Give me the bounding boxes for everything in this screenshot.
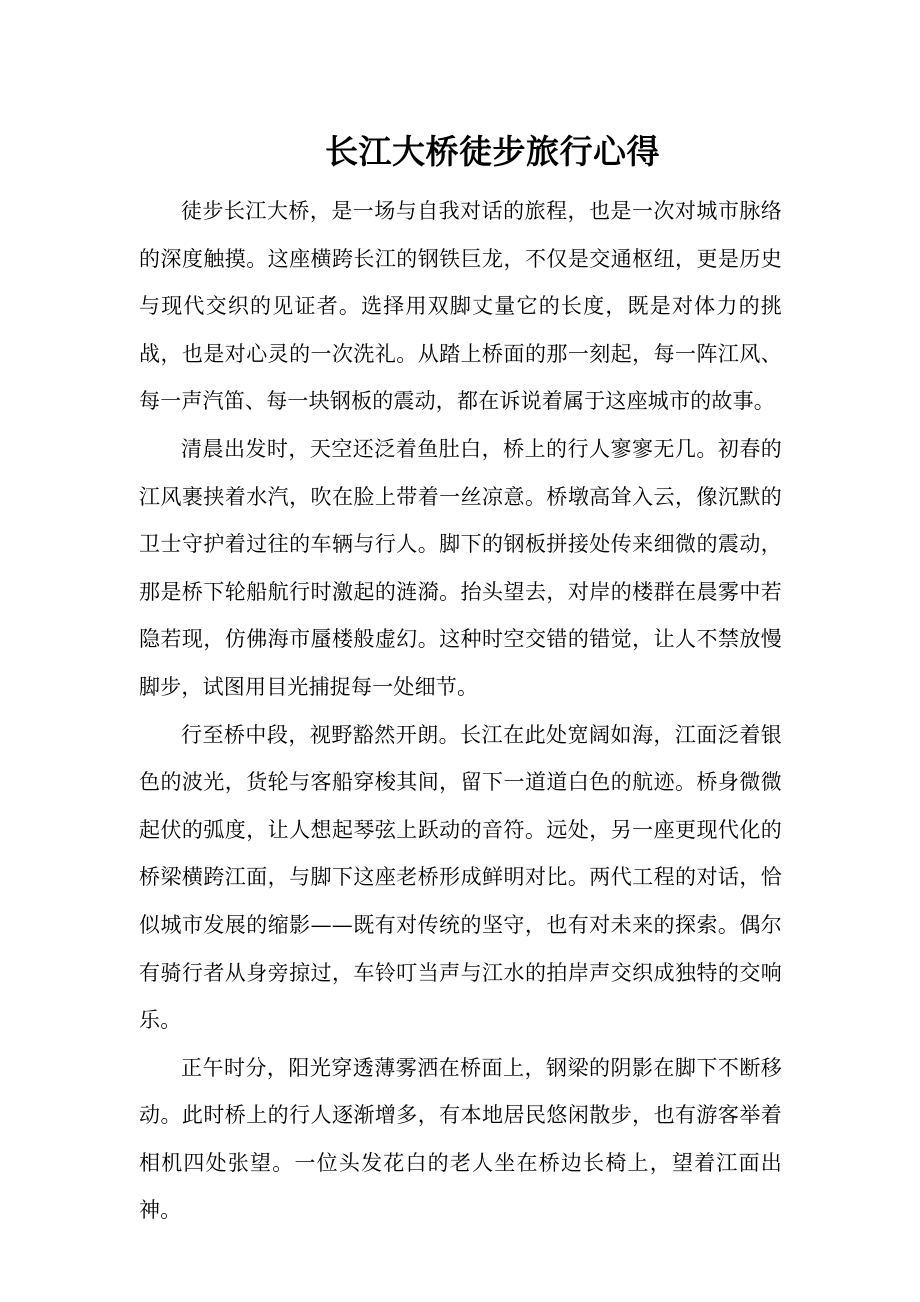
paragraph-4: 正午时分，阳光穿透薄雾洒在桥面上，钢梁的阴影在脚下不断移动。此时桥上的行人逐渐增多，有本地居民悠闲散步，也有游客举着相机四处张望。一位头发花白的老人坐在桥边长椅上，望着江面出神。 — [139, 1055, 782, 1223]
document-title: 长江大桥徒步旅行心得 — [325, 132, 660, 171]
document-body — [139, 188, 782, 1235]
paragraph-3: 行至桥中段，视野豁然开朗。长江在此处宽阔如海，江面泛着银色的波光，货轮与客船穿梭其间，留下一道道白色的航迹。桥身微微起伏的弧度，让人想起琴弦上跃动的音符。远处，另一座更现代化的桥梁横跨江面，与脚下这座老桥形成鲜明对比。两代工程的对话，恰似城市发展的缩影——既有对传统的坚守，也有对未来的探索。偶尔有骑行者从身旁掠过，车铃叮当声与江水的拍岸声交织成独特的交响乐。 — [139, 722, 782, 1033]
paragraph-1: 徒步长江大桥，是一场与自我对话的旅程，也是一次对城市脉络的深度触摸。这座横跨长江的钢铁巨龙，不仅是交通枢纽，更是历史与现代交织的见证者。选择用双脚丈量它的长度，既是对体力的挑战，也是对心灵的一次洗礼。从踏上桥面的那一刻起，每一阵江风、每一声汽笛、每一块钢板的震动，都在诉说着属于这座城市的故事。 — [139, 199, 782, 414]
paragraph-2: 清晨出发时，天空还泛着鱼肚白，桥上的行人寥寥无几。初春的江风裹挟着水汽，吹在脸上带着一丝凉意。桥墩高耸入云，像沉默的卫士守护着过往的车辆与行人。脚下的钢板拼接处传来细微的震动，那是桥下轮船航行时激起的涟漪。抬头望去，对岸的楼群在晨雾中若隐若现，仿佛海市蜃楼般虚幻。这种时空交错的错觉，让人不禁放慢脚步，试图用目光捕捉每一处细节。 — [139, 436, 782, 699]
